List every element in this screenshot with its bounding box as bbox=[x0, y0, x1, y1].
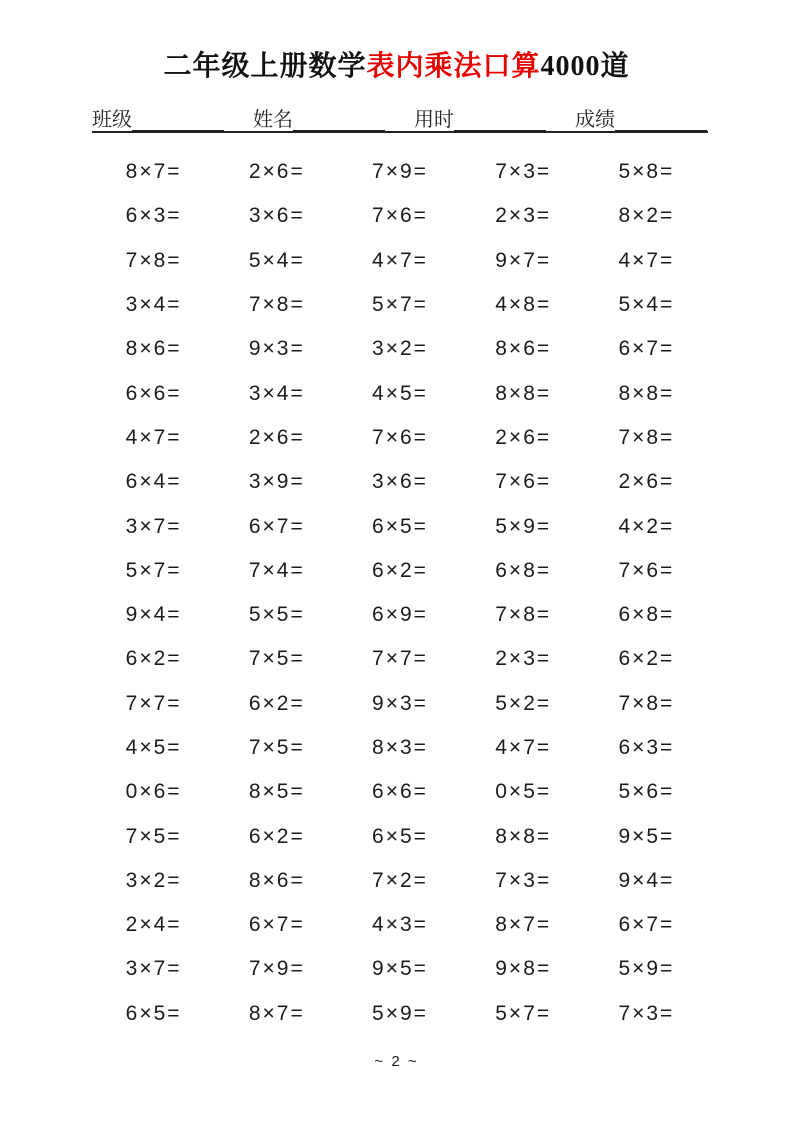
problem-cell: 3×2= bbox=[125, 868, 182, 892]
problem-cell: 6×7= bbox=[618, 913, 675, 937]
problem-cell: 5×9= bbox=[495, 514, 552, 538]
problem-cell: 8×7= bbox=[125, 160, 182, 184]
problem-cell: 6×9= bbox=[372, 603, 428, 627]
problem-cell: 6×7= bbox=[618, 337, 675, 361]
problem-cell: 6×5= bbox=[125, 1001, 182, 1025]
problem-cell: 8×8= bbox=[495, 824, 552, 848]
problem-cell: 8×7= bbox=[495, 913, 552, 937]
problem-cell: 9×7= bbox=[495, 248, 552, 272]
problem-cell: 6×3= bbox=[125, 204, 182, 228]
problem-cell: 6×2= bbox=[248, 824, 305, 848]
problem-cell: 2×4= bbox=[125, 913, 182, 937]
field-score bbox=[575, 103, 707, 132]
problem-cell: 9×5= bbox=[372, 957, 428, 981]
problem-cell: 8×7= bbox=[248, 1001, 305, 1025]
score-label: 成绩 bbox=[575, 109, 615, 131]
problem-cell: 7×6= bbox=[618, 558, 675, 582]
score-blank-line bbox=[615, 108, 707, 132]
time-blank-line bbox=[454, 108, 546, 132]
problem-cell: 5×5= bbox=[248, 603, 305, 627]
problem-cell: 3×6= bbox=[372, 470, 428, 494]
problem-cell: 5×8= bbox=[618, 160, 675, 184]
problem-cell: 7×6= bbox=[372, 425, 428, 449]
problem-cell: 7×6= bbox=[372, 204, 428, 228]
title-highlight: 表内乘法口算 bbox=[366, 51, 541, 82]
problem-cell: 6×8= bbox=[495, 558, 552, 582]
problem-cell: 9×3= bbox=[248, 337, 305, 361]
problem-cell: 9×8= bbox=[495, 957, 552, 981]
problem-cell: 6×2= bbox=[248, 691, 305, 715]
problem-cell: 5×6= bbox=[618, 780, 675, 804]
problem-cell: 6×7= bbox=[248, 913, 305, 937]
problem-cell: 7×5= bbox=[125, 824, 182, 848]
class-blank-line bbox=[132, 108, 224, 132]
problem-cell: 6×3= bbox=[618, 736, 675, 759]
problem-cell: 8×5= bbox=[248, 780, 305, 804]
problem-cell: 5×4= bbox=[248, 248, 305, 272]
problem-cell: 7×3= bbox=[495, 868, 552, 892]
problem-cell: 4×2= bbox=[618, 514, 675, 538]
problem-cell: 5×7= bbox=[372, 293, 428, 317]
problem-cell: 7×6= bbox=[495, 470, 552, 494]
problem-cell: 9×3= bbox=[372, 691, 428, 715]
problem-cell: 6×6= bbox=[125, 381, 182, 405]
problem-cell: 7×8= bbox=[618, 691, 675, 715]
problem-cell: 7×7= bbox=[372, 647, 428, 671]
field-name bbox=[253, 103, 385, 132]
problem-cell: 3×6= bbox=[248, 204, 305, 228]
problem-cell: 4×7= bbox=[125, 425, 182, 449]
problem-cell: 5×9= bbox=[372, 1001, 428, 1025]
problem-cell: 3×2= bbox=[372, 337, 428, 361]
problem-cell: 7×3= bbox=[495, 160, 552, 184]
problem-cell: 7×3= bbox=[618, 1001, 675, 1025]
header-divider bbox=[92, 131, 708, 133]
problem-cell: 3×4= bbox=[125, 293, 182, 317]
problem-cell: 6×2= bbox=[372, 558, 428, 582]
problem-cell: 9×4= bbox=[125, 603, 182, 627]
problem-cell: 8×6= bbox=[125, 337, 182, 361]
problem-cell: 4×3= bbox=[372, 913, 428, 937]
problem-cell: 8×3= bbox=[372, 736, 428, 759]
name-label: 姓名 bbox=[253, 109, 293, 131]
problem-cell: 7×8= bbox=[618, 425, 675, 449]
name-blank-line bbox=[293, 108, 385, 132]
time-label: 用时 bbox=[414, 109, 454, 131]
problem-cell: 4×5= bbox=[125, 736, 182, 759]
problem-cell: 3×9= bbox=[248, 470, 305, 494]
problem-cell: 4×7= bbox=[495, 736, 552, 759]
title-suffix: 4000道 bbox=[540, 51, 630, 82]
problem-cell: 5×2= bbox=[495, 691, 552, 715]
problem-cell: 7×9= bbox=[372, 160, 428, 184]
problem-cell: 7×8= bbox=[495, 603, 552, 627]
problem-cell: 7×4= bbox=[248, 558, 305, 582]
problem-cell: 8×6= bbox=[495, 337, 552, 361]
problem-cell: 4×7= bbox=[372, 248, 428, 272]
problem-cell: 8×2= bbox=[618, 204, 675, 228]
problem-cell: 2×3= bbox=[495, 647, 552, 671]
problem-cell: 5×7= bbox=[495, 1001, 552, 1025]
problem-cell: 2×6= bbox=[248, 160, 305, 184]
problem-cell: 0×6= bbox=[125, 780, 182, 804]
page-title bbox=[0, 44, 793, 84]
problem-cell: 6×5= bbox=[372, 824, 428, 848]
problem-cell: 2×6= bbox=[248, 425, 305, 449]
problem-cell: 6×8= bbox=[618, 603, 675, 627]
problem-cell: 6×2= bbox=[125, 647, 182, 671]
problem-cell: 6×2= bbox=[618, 647, 675, 671]
problem-cell: 7×8= bbox=[248, 293, 305, 317]
problem-cell: 8×8= bbox=[495, 381, 552, 405]
problem-cell: 4×7= bbox=[618, 248, 675, 272]
problem-cell: 2×3= bbox=[495, 204, 552, 228]
problem-cell: 9×5= bbox=[618, 824, 675, 848]
problem-cell: 5×7= bbox=[125, 558, 182, 582]
problem-cell: 6×6= bbox=[372, 780, 428, 804]
problem-cell: 0×5= bbox=[495, 780, 552, 804]
problem-cell: 8×8= bbox=[618, 381, 675, 405]
problem-cell: 7×2= bbox=[372, 868, 428, 892]
problem-cell: 5×9= bbox=[618, 957, 675, 981]
page-number: ~ 2 ~ bbox=[374, 1053, 419, 1070]
problem-cell: 2×6= bbox=[495, 425, 552, 449]
problem-cell: 6×4= bbox=[125, 470, 182, 494]
problem-cell: 7×5= bbox=[248, 736, 305, 759]
problem-cell: 2×6= bbox=[618, 470, 675, 494]
problem-cell: 7×9= bbox=[248, 957, 305, 981]
problem-cell: 8×6= bbox=[248, 868, 305, 892]
problem-cell: 7×5= bbox=[248, 647, 305, 671]
class-label: 班级 bbox=[92, 109, 132, 131]
problem-cell: 6×7= bbox=[248, 514, 305, 538]
problem-cell: 3×7= bbox=[125, 957, 182, 981]
problem-cell: 7×8= bbox=[125, 248, 182, 272]
problem-cell: 9×4= bbox=[618, 868, 675, 892]
problem-cell: 4×5= bbox=[372, 381, 428, 405]
field-class bbox=[92, 103, 224, 132]
problem-cell: 4×8= bbox=[495, 293, 552, 317]
problems-grid bbox=[92, 150, 708, 1036]
problem-cell: 6×5= bbox=[372, 514, 428, 538]
info-header bbox=[92, 103, 707, 132]
title-prefix: 二年级上册数学 bbox=[163, 51, 367, 82]
problem-cell: 3×7= bbox=[125, 514, 182, 538]
problem-cell: 3×4= bbox=[248, 381, 305, 405]
problem-cell: 5×4= bbox=[618, 293, 675, 317]
field-time bbox=[414, 103, 546, 132]
problem-cell: 7×7= bbox=[125, 691, 182, 715]
